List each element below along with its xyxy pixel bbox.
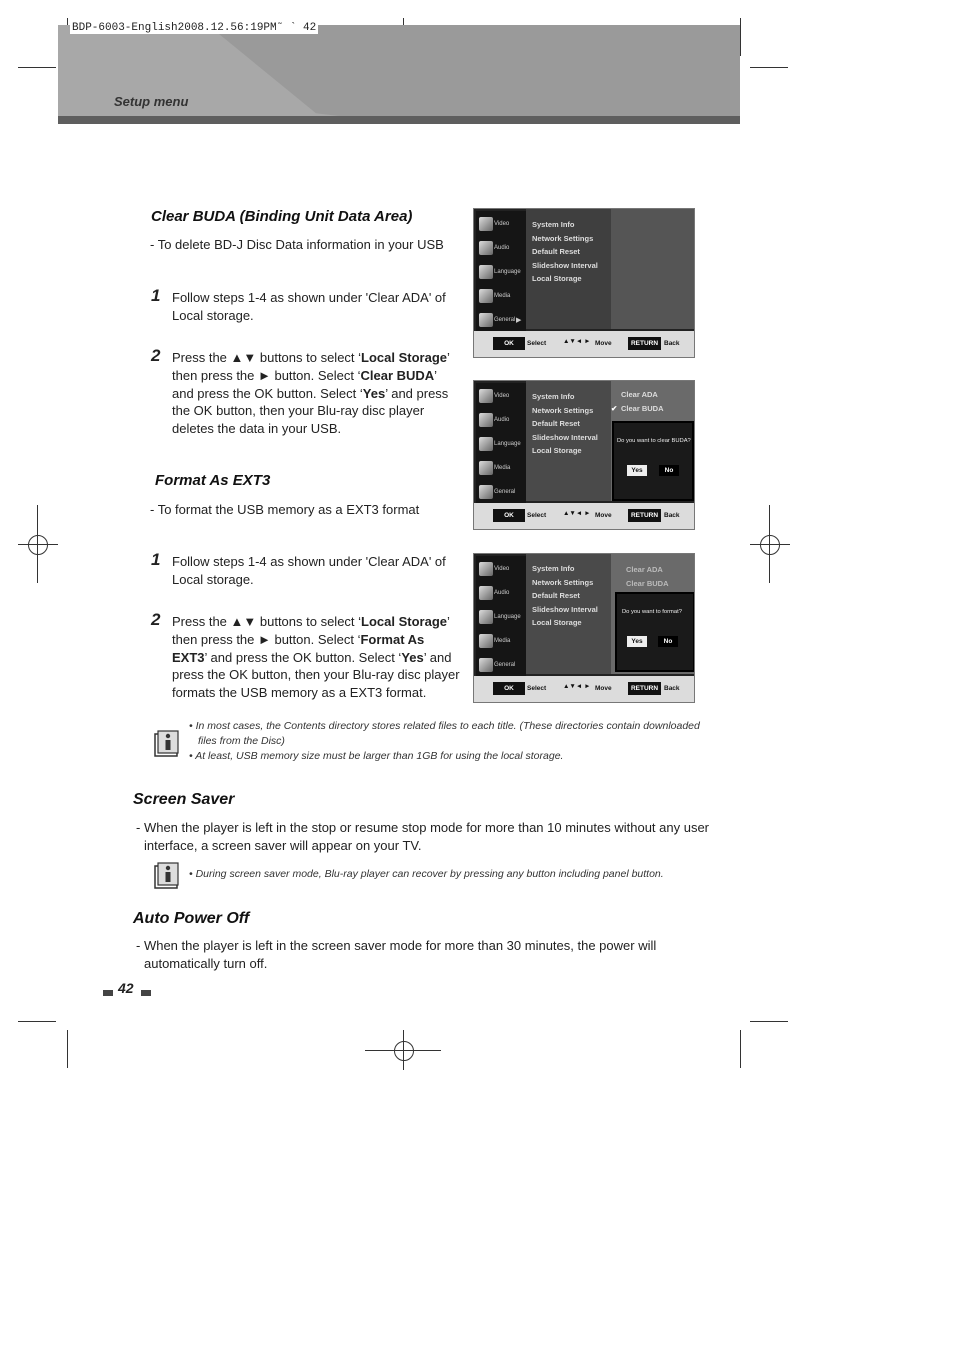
gear-icon: [479, 658, 493, 672]
notes-local-storage: • In most cases, the Contents directory stores related files to each title. (These directories contain downloaded files from the Disc) • At least, USB memory size must be larger than 1GB for using the local storage.: [189, 720, 700, 762]
clear-buda-intro: - To delete BD-J Disc Data information in your USB: [150, 237, 444, 252]
step-number: 1: [151, 550, 161, 569]
format-ext3-step2: Press the ▲▼ buttons to select ‘Local Storage’ then press the ► button. Select ‘Format As EXT3’ and press the OK button. Select ‘Yes’ and press the OK button, then your Blu-ray disc player formats the USB memory as a EXT3 format.: [172, 614, 460, 701]
auto-power-off-heading: Auto Power Off: [133, 910, 250, 927]
video-icon: [479, 217, 493, 231]
osd-screen-clear-buda: [473, 380, 695, 530]
osd-label: Back: [664, 512, 680, 519]
registration-mark: [769, 505, 770, 583]
osd-button-bar: [474, 503, 694, 529]
confirm-dialog: [612, 421, 694, 501]
section-title: Setup menu: [114, 94, 189, 109]
osd-sidebar-item-general: General: [478, 483, 526, 503]
clear-buda-step1: Follow steps 1-4 as shown under 'Clear ADA' of Local storage.: [172, 290, 446, 323]
ok-button: OK: [493, 509, 525, 522]
osd-label: Move: [595, 512, 612, 519]
screen-saver-text: - When the player is left in the stop or resume stop mode for more than 10 minutes without any user interface, a screen saver will appear on your TV.: [136, 820, 710, 853]
osd-sidebar-item-media: Media: [478, 287, 526, 307]
clear-buda-heading: Clear BUDA (Binding Unit Data Area): [151, 208, 413, 225]
osd-label: Select: [527, 340, 547, 347]
ok-button: OK: [493, 682, 525, 695]
osd-submenu-list: Clear ADA Clear BUDA: [626, 565, 669, 588]
osd-sidebar-item-audio: Audio: [478, 411, 526, 431]
registration-mark: [403, 1030, 404, 1070]
osd-button-bar: [474, 676, 694, 702]
osd-label: Select: [527, 512, 547, 519]
osd-sidebar: [476, 383, 526, 503]
return-button: RETURN: [628, 682, 661, 695]
crop-mark: [750, 1021, 788, 1022]
step-number: 1: [151, 286, 161, 305]
arrow-keys-icon: ▲▼◄ ►: [563, 683, 591, 690]
osd-submenu-panel: [611, 209, 694, 329]
registration-mark: [28, 535, 48, 555]
page-number-mark: [141, 990, 151, 996]
registration-mark: [394, 1041, 414, 1061]
no-button: No: [659, 465, 679, 476]
screen-saver-note: • During screen saver mode, Blu-ray player can recover by pressing any button including panel button.: [189, 868, 664, 880]
gear-icon: [479, 485, 493, 499]
audio-icon: [479, 413, 493, 427]
registration-mark: [750, 544, 790, 545]
osd-button-bar: [474, 331, 694, 357]
auto-power-off-text: - When the player is left in the screen saver mode for more than 30 minutes, the power will automatically turn off.: [136, 938, 657, 971]
crop-mark: [18, 1021, 56, 1022]
step-number: 2: [151, 610, 161, 629]
dialog-question: Do you want to clear BUDA?: [617, 438, 691, 444]
clear-buda-step2: Press the ▲▼ buttons to select ‘Local Storage’ then press the ► button. Select ‘Clear BUDA’ and press the OK button. Select ‘Yes’ and press the OK button, then your Blu-ray disc player deletes the data in your USB.: [172, 350, 450, 437]
ok-button: OK: [493, 337, 525, 350]
checkmark-icon: ✔: [611, 404, 618, 413]
info-icon: [153, 860, 181, 890]
file-header: BDP-6003-English2008.12.56:19PM˜ ` 42: [72, 22, 317, 34]
language-icon: [479, 265, 493, 279]
audio-icon: [479, 586, 493, 600]
osd-label: Move: [595, 340, 612, 347]
crop-mark: [67, 1030, 68, 1068]
osd-submenu-list: Clear ADA Clear BUDA: [621, 390, 664, 413]
osd-sidebar-item-language: Language: [478, 435, 526, 455]
osd-label: Back: [664, 685, 680, 692]
osd-sidebar-item-language: Language: [478, 608, 526, 628]
media-icon: [479, 289, 493, 303]
yes-button: Yes: [627, 636, 647, 647]
osd-sidebar-item-media: Media: [478, 459, 526, 479]
osd-label: Select: [527, 685, 547, 692]
video-icon: [479, 389, 493, 403]
osd-sidebar-item-general: General: [478, 656, 526, 676]
arrow-right-icon: ▶: [516, 317, 522, 324]
osd-sidebar-item-video: Video: [478, 560, 526, 580]
media-icon: [479, 461, 493, 475]
crop-mark: [750, 67, 788, 68]
no-button: No: [658, 636, 678, 647]
format-ext3-step1: Follow steps 1-4 as shown under 'Clear ADA' of Local storage.: [172, 554, 446, 587]
osd-label: Move: [595, 685, 612, 692]
yes-button: Yes: [627, 465, 647, 476]
crop-mark: [18, 67, 56, 68]
registration-mark: [760, 535, 780, 555]
format-ext3-intro: - To format the USB memory as a EXT3 format: [150, 502, 420, 517]
dialog-question: Do you want to format?: [622, 609, 682, 615]
info-icon: [153, 728, 181, 758]
page-number: 42: [118, 980, 134, 996]
screen-saver-heading: Screen Saver: [133, 791, 235, 808]
osd-sidebar: [476, 556, 526, 676]
page-number-mark: [103, 990, 113, 996]
step-number: 2: [151, 346, 161, 365]
crop-mark: [740, 1030, 741, 1068]
return-button: RETURN: [628, 509, 661, 522]
osd-sidebar: [476, 211, 526, 331]
osd-menu-list: System Info Network Settings Default Reset Slideshow Interval Local Storage: [532, 392, 598, 455]
arrow-keys-icon: ▲▼◄ ►: [563, 510, 591, 517]
format-ext3-heading: Format As EXT3: [155, 472, 271, 489]
header-rule: [58, 116, 740, 124]
crop-mark: [740, 18, 741, 56]
audio-icon: [479, 241, 493, 255]
arrow-keys-icon: ▲▼◄ ►: [563, 338, 591, 345]
osd-screen-setup-menu: [473, 208, 695, 358]
language-icon: [479, 437, 493, 451]
osd-sidebar-item-video: Video: [478, 387, 526, 407]
media-icon: [479, 634, 493, 648]
osd-menu-list: System Info Network Settings Default Reset Slideshow Interval Local Storage: [532, 564, 598, 627]
osd-sidebar-item-audio: Audio: [478, 584, 526, 604]
osd-screen-format: [473, 553, 695, 703]
osd-sidebar-item-language: Language: [478, 263, 526, 283]
osd-sidebar-item-audio: Audio: [478, 239, 526, 259]
return-button: RETURN: [628, 337, 661, 350]
gear-icon: [479, 313, 493, 327]
registration-mark: [18, 544, 58, 545]
osd-label: Back: [664, 340, 680, 347]
osd-sidebar-item-video: Video: [478, 215, 526, 235]
confirm-dialog: [615, 592, 695, 672]
osd-menu-list: System Info Network Settings Default Reset Slideshow Interval Local Storage: [532, 220, 598, 283]
osd-sidebar-item-media: Media: [478, 632, 526, 652]
osd-sidebar-item-general: General ▶: [478, 311, 526, 331]
language-icon: [479, 610, 493, 624]
registration-mark: [37, 505, 38, 583]
video-icon: [479, 562, 493, 576]
